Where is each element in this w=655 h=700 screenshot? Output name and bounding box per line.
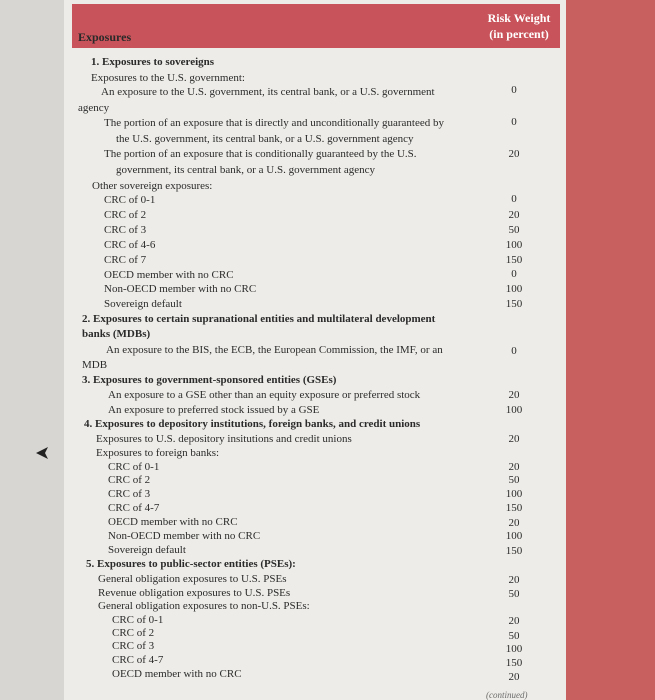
exposure-label: OECD member with no CRC — [112, 668, 242, 680]
risk-weight-value: 20 — [508, 209, 520, 221]
exposures-column-title: Exposures — [78, 30, 132, 44]
exposure-label: CRC of 0-1 — [108, 461, 160, 473]
risk-weight-value: 100 — [505, 488, 523, 500]
exposure-label: Exposures to U.S. depository insitutions and credit unions — [96, 433, 352, 445]
risk-weight-value: 150 — [505, 254, 523, 266]
exposure-label: 1. Exposures to sovereigns — [91, 56, 215, 68]
exposure-label: The portion of an exposure that is directly and unconditionally guaranteed by — [104, 117, 444, 129]
exposure-label: CRC of 0-1 — [112, 614, 164, 626]
exposure-label: 4. Exposures to depository institutions, foreign banks, and credit unions — [84, 418, 421, 430]
risk-weight-value: 100 — [505, 643, 523, 655]
exposure-label: CRC of 3 — [108, 488, 151, 500]
exposure-label: CRC of 3 — [112, 640, 155, 652]
exposure-label: Non-OECD member with no CRC — [108, 530, 261, 542]
exposure-label: General obligation exposures to non-U.S. PSEs: — [98, 600, 310, 612]
exposure-label: An exposure to the U.S. government, its central bank, or a U.S. government — [101, 86, 435, 98]
exposure-label: MDB — [82, 359, 108, 371]
continued-note: (continued) — [486, 690, 528, 700]
exposure-label: Other sovereign exposures: — [92, 180, 213, 192]
table-header — [72, 4, 560, 48]
risk-weight-value: 20 — [508, 148, 520, 160]
risk-weight-value: 150 — [505, 545, 523, 557]
exposure-label: CRC of 7 — [104, 254, 147, 266]
risk-weight-value: 0 — [511, 116, 517, 128]
exposure-label: CRC of 3 — [104, 224, 147, 236]
risk-weight-value: 20 — [508, 671, 520, 683]
exposure-label: Exposures to the U.S. government: — [91, 72, 245, 84]
risk-weight-value: 50 — [508, 630, 520, 642]
risk-weight-value: 150 — [505, 298, 523, 310]
exposure-label: Revenue obligation exposures to U.S. PSEs — [98, 587, 291, 599]
exposure-label: CRC of 2 — [112, 627, 155, 639]
risk-weight-value: 20 — [508, 574, 520, 586]
risk-weight-value: 20 — [508, 615, 520, 627]
exposure-label: agency — [78, 102, 110, 114]
exposure-label: General obligation exposures to U.S. PSEs — [98, 573, 287, 585]
exposure-label: CRC of 0-1 — [104, 194, 156, 206]
risk-weight-value: 100 — [505, 404, 523, 416]
risk-weight-column-title: Risk Weight (in percent) — [487, 11, 551, 41]
risk-weight-value: 0 — [511, 268, 517, 280]
exposure-label: An exposure to a GSE other than an equity exposure or preferred stock — [108, 389, 421, 401]
exposure-label: CRC of 4-7 — [112, 654, 164, 666]
exposure-label: Sovereign default — [108, 544, 186, 556]
risk-weight-value: 20 — [508, 517, 520, 529]
exposure-label: Non-OECD member with no CRC — [104, 283, 257, 295]
exposure-label: CRC of 2 — [108, 474, 151, 486]
exposure-label: Exposures to foreign banks: — [96, 447, 220, 459]
risk-weight-value: 150 — [505, 502, 523, 514]
exposure-label: OECD member with no CRC — [104, 269, 234, 281]
risk-weight-value: 100 — [505, 239, 523, 251]
exposure-label: banks (MDBs) — [82, 328, 151, 340]
exposure-label: Sovereign default — [104, 298, 182, 310]
risk-weight-value: 20 — [508, 461, 520, 473]
risk-weight-value: 20 — [508, 433, 520, 445]
risk-weight-value: 100 — [505, 530, 523, 542]
risk-weight-value: 50 — [508, 474, 520, 486]
exposure-label: OECD member with no CRC — [108, 516, 238, 528]
exposure-label: An exposure to the BIS, the ECB, the European Commission, the IMF, or an — [106, 344, 443, 356]
risk-weight-value: 0 — [511, 345, 517, 357]
risk-weight-value: 50 — [508, 588, 520, 600]
risk-weight-value: 0 — [511, 84, 517, 96]
exposure-label: CRC of 4-7 — [108, 502, 160, 514]
mouse-cursor-icon — [35, 446, 49, 460]
exposure-label: 3. Exposures to government-sponsored entities (GSEs) — [82, 374, 337, 386]
exposure-label: 2. Exposures to certain supranational entities and multilateral development — [82, 313, 436, 325]
exposure-label: 5. Exposures to public-sector entities (PSEs): — [86, 558, 296, 570]
exposure-label: the U.S. government, its central bank, or a U.S. government agency — [116, 133, 414, 145]
exposure-label: CRC of 4-6 — [104, 239, 156, 251]
exposure-label: The portion of an exposure that is conditionally guaranteed by the U.S. — [104, 148, 417, 160]
exposure-label: An exposure to preferred stock issued by a GSE — [108, 404, 320, 416]
risk-weight-value: 100 — [505, 283, 523, 295]
risk-weight-value: 0 — [511, 193, 517, 205]
risk-weight-value: 20 — [508, 389, 520, 401]
risk-weight-value: 50 — [508, 224, 520, 236]
exposure-label: CRC of 2 — [104, 209, 147, 221]
right-margin-bar — [566, 0, 655, 700]
risk-weight-value: 150 — [505, 657, 523, 669]
exposure-label: government, its central bank, or a U.S. government agency — [116, 164, 376, 176]
